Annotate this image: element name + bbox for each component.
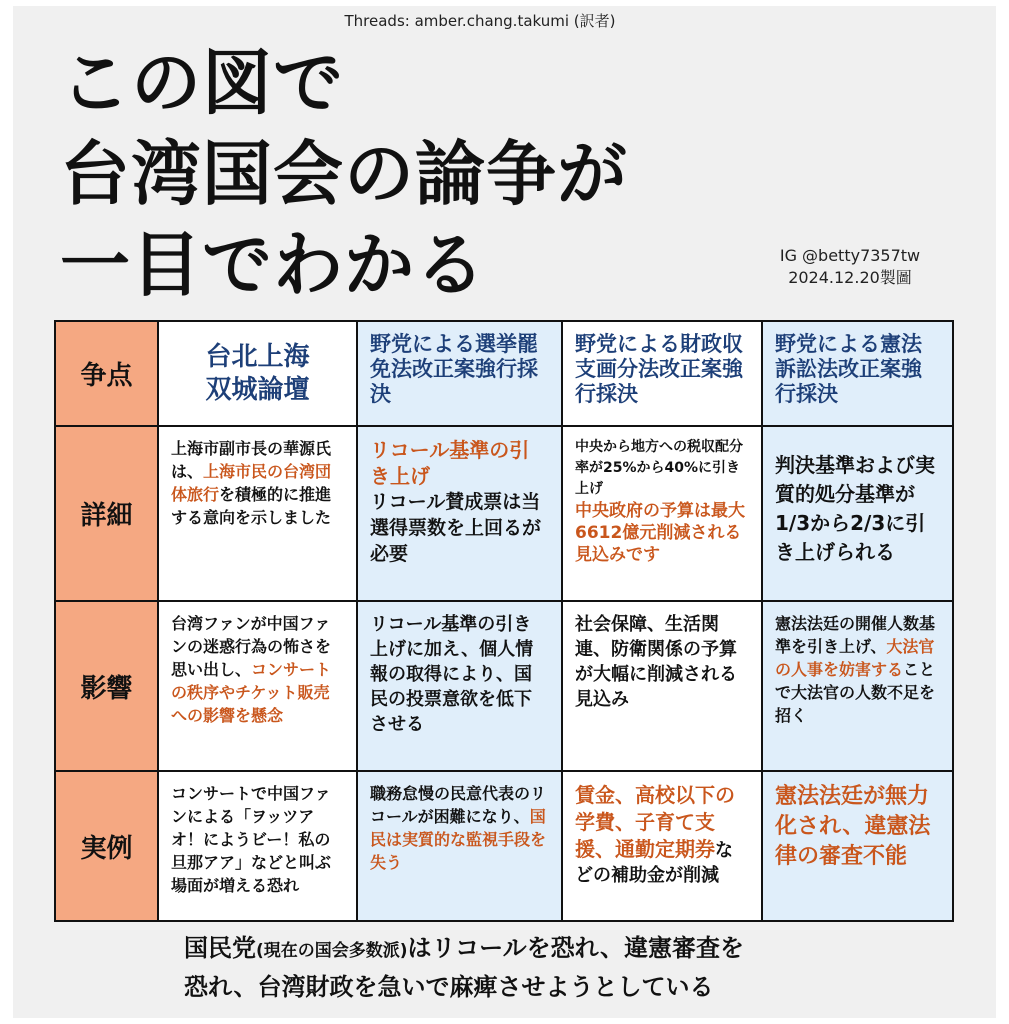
author-attribution <box>760 245 940 289</box>
detail-fiscal-law <box>563 427 761 600</box>
impact-text: 台湾ファンが中国ファンの迷惑行為の怖さを思い出し、 <box>171 614 332 679</box>
example-recall-law <box>358 772 561 920</box>
header-recall-law: 野党による選挙罷免法改正案強行採決 <box>358 322 561 425</box>
impact-recall-law <box>358 602 561 770</box>
impact-constitutional-law <box>763 602 952 770</box>
impact-shanghai-forum <box>159 602 356 770</box>
title-line-3: 一目でわかる <box>60 224 486 306</box>
impact-text: 社会保障、生活関連、防衛関係の予算が大幅に削減される見込み <box>575 614 737 710</box>
example-constitutional-law <box>763 772 952 920</box>
comparison-table <box>54 320 954 922</box>
detail-text: 中央から地方への税収配分率が25%から40%に引き上げ <box>575 439 743 497</box>
conclusion-line-2: 恐れ、台湾財政を急いで麻痺させようとしている <box>184 973 714 1001</box>
impact-fiscal-law <box>563 602 761 770</box>
detail-shanghai-forum <box>159 427 356 600</box>
example-highlight: 賃金、高校以下の学費、子育て支援、通勤定期券 <box>575 783 735 861</box>
detail-highlight: 上海市民の台湾団体旅行 <box>171 462 332 504</box>
impact-highlight: 大法官の人事を妨害する <box>775 637 935 679</box>
impact-text: 憲法法廷の開催人数基準を引き上げ、 <box>775 614 936 656</box>
conclusion-note: (現在の国会多数派) <box>256 941 408 961</box>
impact-highlight: コンサートの秩序やチケット販売への影響を懸念 <box>171 660 332 725</box>
header-constitutional-law: 野党による憲法訴訟法改正案強行採決 <box>763 322 952 425</box>
row-header-impact: 影響 <box>56 602 157 770</box>
row-header-example: 実例 <box>56 772 157 920</box>
conclusion-line-1 <box>184 930 744 969</box>
main-title <box>60 38 628 311</box>
translator-credit: Threads: amber.chang.takumi (訳者) <box>344 12 616 30</box>
example-text: 職務怠慢の民意代表のリコールが困難になり、 <box>370 784 547 826</box>
detail-highlight: リコール基準の引き上げ <box>370 438 530 488</box>
example-highlight: 憲法法廷が無力化され、違憲法律の審査不能 <box>775 784 931 869</box>
detail-text: 判決基準および実質的処分基準が1/3から2/3に引き上げられる <box>775 453 935 564</box>
title-line-1: この図で <box>60 42 344 124</box>
detail-text: を積極的に推進する意向を示しました <box>171 485 332 527</box>
conclusion-text <box>184 930 744 1005</box>
header-fiscal-law: 野党による財政収支画分法改正案強行採決 <box>563 322 761 425</box>
detail-text: 上海市副市長の華源氏は、 <box>171 439 332 481</box>
row-header-issue: 争点 <box>56 322 157 425</box>
detail-highlight: 中央政府の予算は最大6612億元削減される見込みです <box>575 501 745 565</box>
title-line-2: 台湾国会の論争が <box>60 133 628 215</box>
detail-text: リコール賛成票は当選得票数を上回るが必要 <box>370 491 542 565</box>
detail-recall-law <box>358 427 561 600</box>
example-shanghai-forum <box>159 772 356 920</box>
example-fiscal-law <box>563 772 761 920</box>
conclusion-text-1: はリコールを恐れ、違憲審査を <box>407 934 745 962</box>
example-text: などの補助金が削減 <box>575 840 733 886</box>
header-shanghai-forum: 台北上海 双城論壇 <box>159 322 356 425</box>
impact-text: ことで大法官の人数不足を招く <box>775 660 936 725</box>
impact-text: リコール基準の引き上げに加え、個人情報の取得により、国民の投票意欲を低下させる <box>370 614 534 735</box>
conclusion-party: 国民党 <box>184 934 256 962</box>
author-handle: IG @betty7357tw <box>779 246 921 265</box>
creation-date: 2024.12.20製圖 <box>788 268 912 287</box>
example-text: コンサートで中国ファンによる「ヲッツアオ！にようビー！私の旦那アア」などと叫ぶ場面が増える恐れ <box>171 784 332 895</box>
detail-constitutional-law <box>763 427 952 600</box>
row-header-detail: 詳細 <box>56 427 157 600</box>
example-highlight: 国民は実質的な監視手段を失う <box>370 807 547 872</box>
